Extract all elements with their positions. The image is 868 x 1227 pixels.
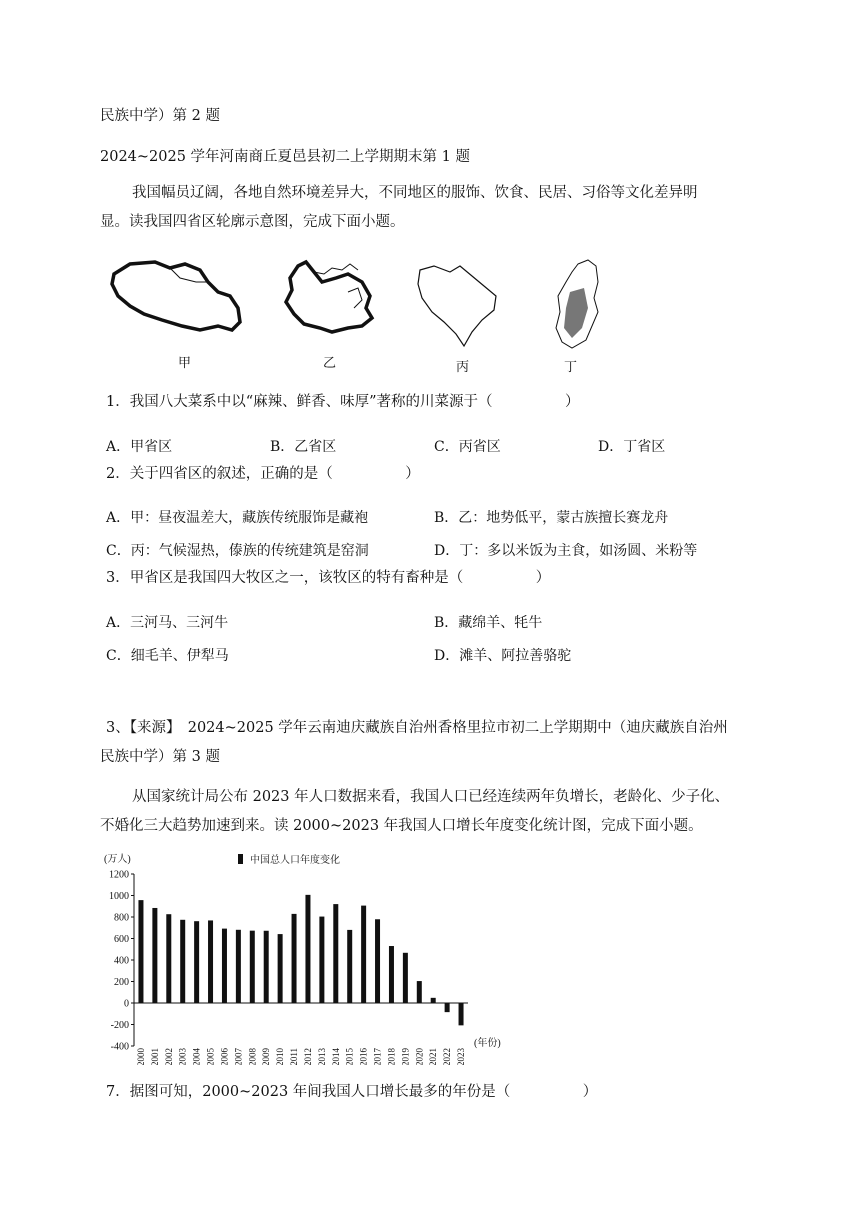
y-axis-label: (万人) xyxy=(104,854,131,865)
y-tick-label: 800 xyxy=(114,912,129,924)
bar-2005 xyxy=(208,920,213,1003)
map-jia-outline xyxy=(112,262,240,330)
section-2-source-line-1: 3、【来源】 2024~2025 学年云南迪庆藏族自治州香格里拉市初二上学期期中（迪庆藏族自治州 xyxy=(106,720,728,736)
question-3-option-a: A．三河马、三河牛 xyxy=(106,615,229,631)
section-2-source-line-2: 民族中学）第 3 题 xyxy=(100,749,220,765)
bar-chart-svg xyxy=(100,850,520,1065)
question-3-option-b: B．藏绵羊、牦牛 xyxy=(434,615,543,631)
x-tick-label: 2011 xyxy=(289,1048,300,1065)
map-yi-outline xyxy=(286,262,372,332)
question-2-option-c: C．丙：气候湿热，傣族的传统建筑是窑洞 xyxy=(106,543,369,559)
x-tick-label: 2023 xyxy=(456,1048,467,1065)
x-tick-label: 2022 xyxy=(442,1048,453,1065)
y-tick-label: 0 xyxy=(124,998,129,1010)
question-3-option-d: D．滩羊、阿拉善骆驼 xyxy=(434,648,572,664)
x-tick-label: 2009 xyxy=(261,1048,272,1065)
question-2-option-b: B．乙：地势低平，蒙古族擅长赛龙舟 xyxy=(434,510,669,526)
question-1-stem: 1．我国八大菜系中以“麻辣、鲜香、味厚”著称的川菜源于（ ） xyxy=(106,394,580,410)
legend-label: 中国总人口年度变化 xyxy=(250,855,340,866)
x-tick-label: 2004 xyxy=(191,1048,202,1065)
bar-2016 xyxy=(361,906,366,1003)
question-2-option-d: D．丁：多以米饭为主食，如汤圆、米粉等 xyxy=(434,543,698,559)
map-label-yi: 乙 xyxy=(323,356,337,371)
bar-2013 xyxy=(319,917,324,1003)
bar-2007 xyxy=(236,930,241,1003)
x-tick-label: 2020 xyxy=(414,1048,425,1065)
x-tick-label: 2005 xyxy=(205,1048,216,1065)
map-label-ding: 丁 xyxy=(564,360,578,375)
x-tick-label: 2007 xyxy=(233,1048,244,1065)
bar-2004 xyxy=(194,921,199,1003)
question-2-option-a: A．甲：昼夜温差大，藏族传统服饰是藏袍 xyxy=(106,510,369,526)
question-1-option-a: A．甲省区 xyxy=(106,439,173,455)
passage-1-line-1: 我国幅员辽阔，各地自然环境差异大，不同地区的服饰、饮食、民居、习俗等文化差异明 xyxy=(132,185,698,201)
bar-2001 xyxy=(152,908,157,1003)
bar-2018 xyxy=(389,946,394,1003)
bar-2019 xyxy=(403,953,408,1003)
bar-2010 xyxy=(278,934,283,1003)
x-tick-label: 2001 xyxy=(149,1048,160,1065)
x-tick-label: 2019 xyxy=(400,1048,411,1065)
bar-2014 xyxy=(333,904,338,1003)
x-tick-label: 2021 xyxy=(428,1048,439,1065)
y-tick-label: 200 xyxy=(114,977,129,988)
province-outline-maps xyxy=(100,252,620,377)
bar-2008 xyxy=(250,931,255,1003)
map-bing-outline xyxy=(418,266,496,346)
x-tick-label: 2015 xyxy=(344,1048,355,1065)
x-tick-label: 2018 xyxy=(386,1048,397,1065)
population-growth-chart xyxy=(100,850,520,1065)
legend-swatch xyxy=(238,854,243,864)
bar-2000 xyxy=(138,900,143,1003)
section-2-passage-line-2: 不婚化三大趋势加速到来。读 2000~2023 年我国人口增长年度变化统计图，完成下面小题。 xyxy=(100,818,703,834)
question-3-option-c: C．细毛羊、伊犁马 xyxy=(106,648,229,664)
x-axis-label: (年份) xyxy=(474,1038,501,1049)
x-tick-label: 2014 xyxy=(330,1048,341,1065)
source-line-1: 2024~2025 学年河南商丘夏邑县初二上学期期末第 1 题 xyxy=(100,149,471,165)
y-tick-label: 1000 xyxy=(109,891,129,902)
bar-2015 xyxy=(347,930,352,1003)
x-tick-label: 2017 xyxy=(372,1048,383,1065)
bar-2003 xyxy=(180,920,185,1003)
x-tick-label: 2003 xyxy=(177,1048,188,1065)
bar-2012 xyxy=(305,895,310,1003)
y-tick-label: -200 xyxy=(110,1020,129,1031)
bar-2023 xyxy=(459,1003,464,1025)
bar-2006 xyxy=(222,929,227,1003)
x-tick-label: 2010 xyxy=(275,1048,286,1065)
header-continuation: 民族中学）第 2 题 xyxy=(100,108,220,124)
question-1-option-c: C．丙省区 xyxy=(434,439,501,455)
y-tick-label: -400 xyxy=(110,1041,129,1053)
bar-2009 xyxy=(264,931,269,1003)
bar-2020 xyxy=(417,981,422,1003)
bar-2017 xyxy=(375,919,380,1003)
x-tick-label: 2002 xyxy=(163,1048,174,1065)
y-tick-label: 600 xyxy=(114,934,129,945)
passage-1-line-2: 显。读我国四省区轮廓示意图，完成下面小题。 xyxy=(100,214,405,230)
x-tick-label: 2013 xyxy=(316,1048,327,1065)
question-3-stem: 3．甲省区是我国四大牧区之一，该牧区的特有畜种是（ ） xyxy=(106,570,551,586)
bar-2021 xyxy=(431,998,436,1003)
map-label-bing: 丙 xyxy=(456,360,470,375)
x-tick-label: 2008 xyxy=(247,1048,258,1065)
question-1-option-b: B．乙省区 xyxy=(270,439,337,455)
section-2-passage-line-1: 从国家统计局公布 2023 年人口数据来看，我国人口已经连续两年负增长，老龄化、少子化、 xyxy=(132,789,730,805)
y-tick-label: 1200 xyxy=(109,869,129,881)
bar-2022 xyxy=(445,1003,450,1012)
x-tick-label: 2012 xyxy=(302,1048,313,1065)
bar-2002 xyxy=(166,914,171,1003)
x-tick-label: 2000 xyxy=(135,1048,146,1065)
question-1-option-d: D．丁省区 xyxy=(598,439,666,455)
question-7-stem: 7．据图可知，2000~2023 年间我国人口增长最多的年份是（ ） xyxy=(106,1084,598,1100)
bar-2011 xyxy=(292,914,297,1003)
y-tick-label: 400 xyxy=(114,955,129,967)
x-tick-label: 2006 xyxy=(219,1048,230,1065)
question-2-stem: 2．关于四省区的叙述，正确的是（ ） xyxy=(106,466,420,482)
map-label-jia: 甲 xyxy=(178,356,192,371)
x-tick-label: 2016 xyxy=(358,1048,369,1065)
